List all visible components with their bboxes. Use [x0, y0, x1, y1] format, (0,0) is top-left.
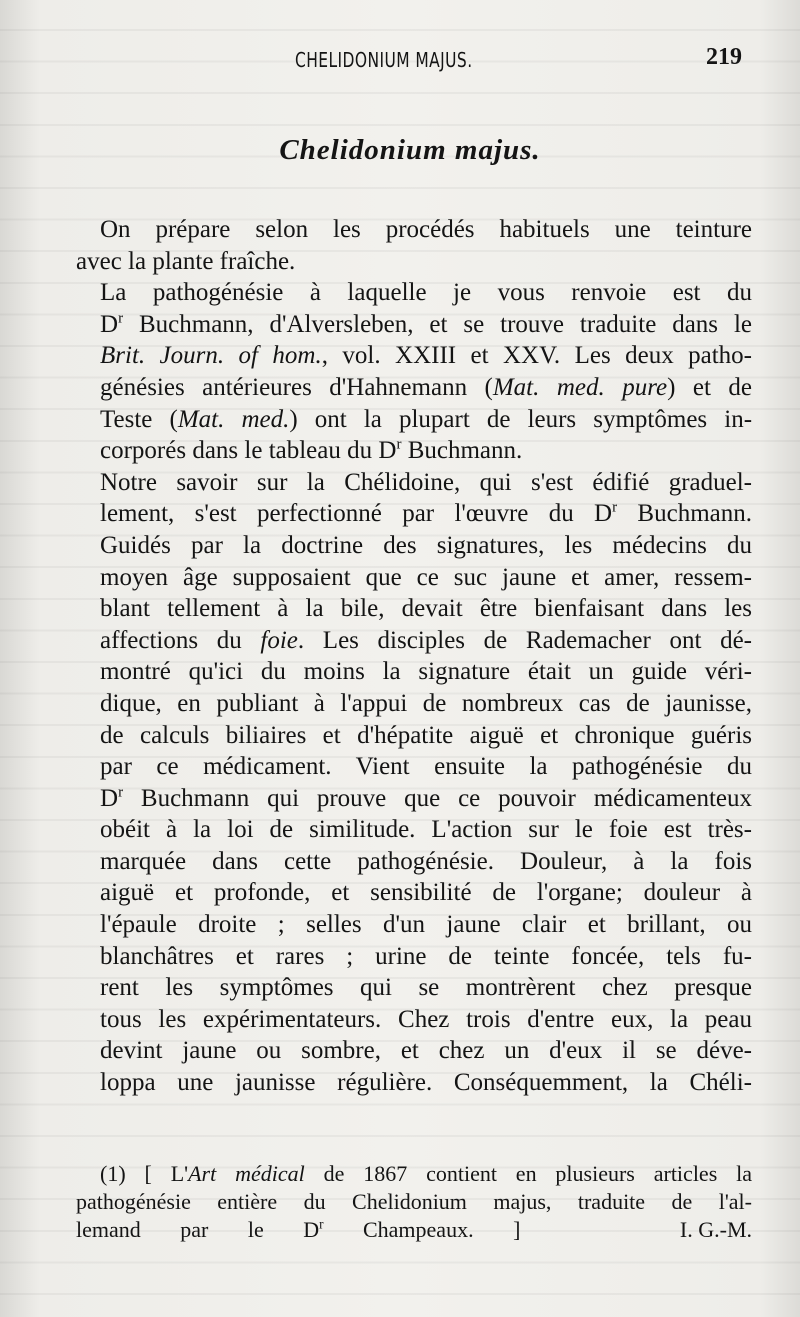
- text-line: loppa une jaunisse régulière. Conséquemment, la Chéli-: [100, 1069, 752, 1097]
- text-line: aiguë et profonde, et sensibilité de l'organe; douleur à: [100, 879, 752, 907]
- text-run: Buchmann.: [617, 500, 752, 528]
- text-run: Buchmann qui prouve que ce pouvoir médicamenteux: [123, 784, 752, 812]
- text-line: blanchâtres et rares ; urine de teinte foncée, tels fu-: [100, 942, 752, 970]
- body-text: [76, 214, 752, 1099]
- superscript: r: [612, 500, 618, 517]
- text-line: [76, 404, 752, 436]
- footnote-signature: I. G.-M.: [679, 1217, 753, 1242]
- book-title: Mat. med. pure: [492, 373, 668, 401]
- footnote-line: [76, 1216, 752, 1244]
- text-run: de 1867 contient en plusieurs articles la: [304, 1161, 752, 1186]
- text-run: D: [100, 784, 119, 812]
- text-line: marquée dans cette pathogénésie. Douleur, à la fois: [100, 847, 752, 875]
- text-run: affections du: [100, 626, 261, 654]
- text-run: Buchmann.: [401, 437, 523, 465]
- journal-title: Art médical: [188, 1161, 305, 1186]
- text-line: tous les expérimentateurs. Chez trois d'entre eux, la peau: [100, 1005, 752, 1033]
- paragraph-2: [76, 277, 752, 467]
- superscript: r: [396, 436, 402, 453]
- text-line: Notre savoir sur la Chélidoine, qui s'est édifié graduel-: [100, 468, 752, 496]
- book-title: Mat. med.: [177, 405, 290, 433]
- superscript: r: [319, 1216, 324, 1232]
- text-run: corporés dans le tableau du D: [100, 437, 397, 465]
- footnote-line-text: [76, 1217, 520, 1242]
- superscript: r: [118, 784, 124, 801]
- text-line: blant tellement à la bile, devait être bienfaisant dans les: [100, 595, 752, 623]
- page-number: 219: [706, 44, 742, 70]
- paragraph-1: [76, 214, 752, 277]
- text-line: [76, 625, 752, 657]
- footnote-line: pathogénésie entière du Chelidonium majus, traduite de l'al-: [76, 1189, 752, 1214]
- text-line: de calculs biliaires et d'hépatite aiguë et chronique guéris: [100, 721, 752, 749]
- text-run: ) et de: [667, 373, 752, 401]
- text-line: par ce médicament. Vient ensuite la pathogénésie du: [100, 753, 752, 781]
- text-line: l'épaule droite ; selles d'un jaune clair et brillant, ou: [100, 911, 752, 939]
- text-run: . Les disciples de Rademacher ont dé-: [297, 626, 752, 654]
- text-line: [76, 435, 752, 467]
- text-line: On prépare selon les procédés habituels une teinture: [100, 216, 752, 243]
- text-line: [76, 309, 752, 341]
- paragraph-3: [76, 467, 752, 1099]
- text-run: Buchmann, d'Alversleben, et se trouve traduite dans le: [123, 310, 752, 338]
- text-line: [76, 783, 752, 815]
- text-line: devint jaune ou sombre, et chez un d'eux il se déve-: [100, 1037, 752, 1065]
- text-line: obéit à la loi de similitude. L'action sur le foie est très-: [100, 816, 752, 844]
- text-line: Guidés par la doctrine des signatures, les médecins du: [100, 531, 752, 559]
- text-run: génésies antérieures d'Hahnemann (: [100, 373, 493, 401]
- text-run: ) ont la plupart de leurs symptômes in-: [289, 405, 753, 433]
- text-line: [76, 372, 752, 404]
- superscript: r: [118, 310, 124, 327]
- text-run: (1) [ L': [100, 1161, 189, 1186]
- text-run: Teste (: [100, 405, 178, 433]
- text-run: D: [100, 310, 119, 338]
- text-run: Champeaux. ]: [323, 1217, 521, 1242]
- text-line: dique, en publiant à l'appui de nombreux cas de jaunisse,: [100, 689, 752, 717]
- text-line: La pathogénésie à laquelle je vous renvoie est du: [100, 279, 752, 307]
- text-line: rent les symptômes qui se montrèrent chez presque: [100, 974, 752, 1002]
- text-run: lemand par le D: [76, 1217, 320, 1242]
- footnote: [76, 1160, 752, 1244]
- footnote-line: [76, 1160, 752, 1188]
- text-run: , vol. XXIII et XXV. Les deux patho-: [321, 342, 752, 370]
- running-head: [0, 44, 800, 84]
- running-title: CHELIDONIUM MAJUS.: [295, 48, 473, 72]
- text-run: lement, s'est perfectionné par l'œuvre du D: [100, 500, 613, 528]
- text-line: avec la plante fraîche.: [76, 247, 296, 275]
- emphasis: foie: [260, 626, 298, 654]
- text-line: [76, 498, 752, 530]
- section-title: Chelidonium majus.: [279, 134, 541, 166]
- text-line: montré qu'ici du moins la signature était un guide véri-: [100, 658, 752, 686]
- journal-title: Brit. Journ. of hom.: [100, 342, 322, 370]
- text-line: [76, 340, 752, 372]
- text-line: moyen âge supposaient que ce suc jaune et amer, ressem-: [100, 563, 752, 591]
